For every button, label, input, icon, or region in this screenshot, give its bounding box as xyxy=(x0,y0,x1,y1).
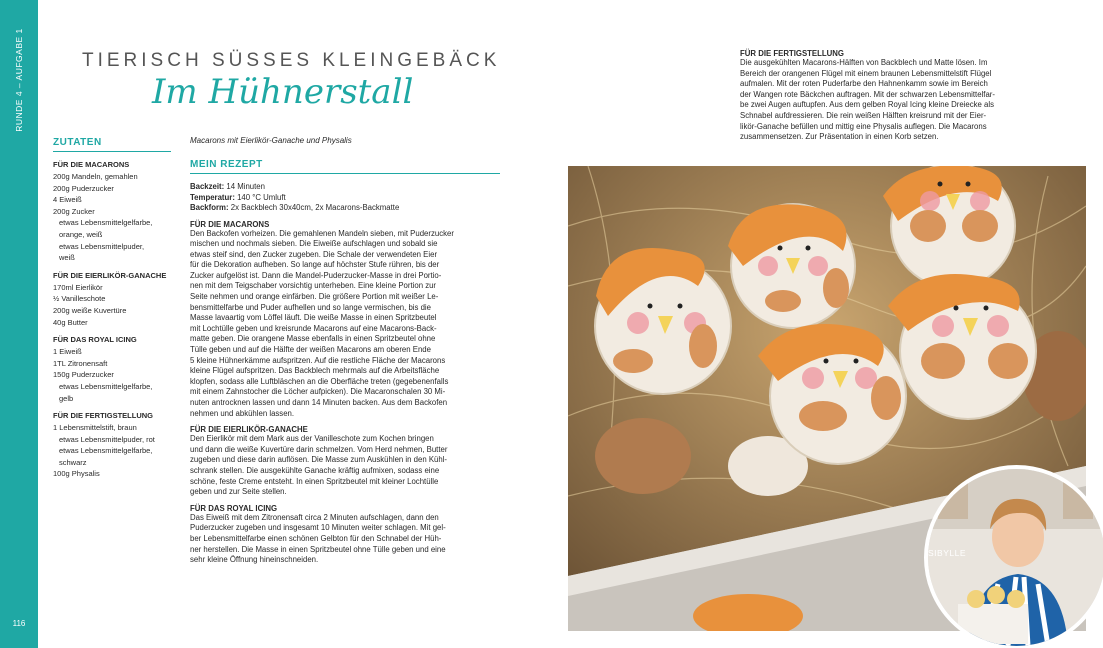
step-line: Den Eierlikör mit dem Mark aus der Vanilleschote zum Kochen bringen xyxy=(190,434,434,444)
meta-label: Temperatur: xyxy=(190,192,235,202)
step-line: zugeben und diese darin auflösen. Die Masse zum Auskühlen in den Kühl- xyxy=(190,455,448,465)
ingredient-group xyxy=(53,335,171,404)
ingredient-group-title: FÜR DIE MACARONS xyxy=(53,160,130,169)
finishing-line: Schnabel aufdressieren. Die rein weißen Hälften kreisrund mit der Eier- xyxy=(740,110,987,120)
ingredient-item: ½ Vanilleschote xyxy=(53,294,106,304)
step-line: mit einem Zahnstocher die Löcher aufpicken). Die Macaronschalen 30 Mi- xyxy=(190,387,446,397)
meta-value: 14 Minuten xyxy=(224,182,265,191)
step-text xyxy=(190,434,500,498)
step-line: ner herstellen. Die Masse in einen Spritzbeutel ohne Tülle geben und eine xyxy=(190,544,446,554)
finishing-line: be zwei Augen auftupfen. Aus dem gelben Royal Icing kleine Dreiecke als xyxy=(740,100,994,110)
meta-value: 2x Backblech 30x40cm, 2x Macarons-Backmatte xyxy=(228,203,400,212)
step-line: Masse lavaartig vom Löffel läuft. Die weiße Masse in einen Spritzbeutel xyxy=(190,313,437,323)
meta-value: 140 °C Umluft xyxy=(234,192,286,202)
script-title: Im Hühnerstall xyxy=(152,72,414,112)
sidebar xyxy=(0,0,38,648)
ingredient-item: 1 Lebensmittelstift, braun xyxy=(53,423,137,433)
recipe-column xyxy=(190,136,500,566)
ingredient-item: etwas Lebensmittelgelfarbe, xyxy=(59,381,153,391)
step-line: mischen und nochmals sieben. Die Eiweiße aufschlagen und sobald sie xyxy=(190,239,438,249)
step-line: geben und zur Seite stellen. xyxy=(190,487,287,497)
finishing-line: aufmalen. Mit der roten Puderfarbe den Hahnenkamm sowie im Bereich xyxy=(740,79,988,89)
recipe-meta-line xyxy=(190,182,500,193)
ingredient-item: 150g Puderzucker xyxy=(53,370,114,380)
step-line: nen mit dem Teigschaber vorsichtig unterheben. Eine kleine Portion zur xyxy=(190,281,437,291)
step-line: sehr kleine Öffnung hineinschneiden. xyxy=(190,555,319,565)
finishing-title: FÜR DIE FERTIGSTELLUNG xyxy=(740,49,844,58)
ingredient-group xyxy=(53,411,171,480)
ingredient-item: 1 Eiweiß xyxy=(53,347,82,357)
step-line: ber Lebensmittelfarbe einen schönen Gelbton für den Schnabel der Hüh- xyxy=(190,533,442,543)
ingredient-item: etwas Lebensmittelpuder, rot xyxy=(59,434,155,444)
step-line: und dann die weiße Kuvertüre darin schmelzen. Vom Herd nehmen, Butter xyxy=(190,444,448,454)
page-title: TIERISCH SÜSSES KLEINGEBÄCK xyxy=(82,50,501,71)
ingredient-item: 200g Puderzucker xyxy=(53,183,114,193)
recipe-meta-line xyxy=(190,203,500,214)
step-line: mit Lochtülle geben und kreisrunde Macarons auf eine Macarons-Back- xyxy=(190,323,437,333)
step-line: Seite nehmen und orange einfärben. Die größere Portion mit weißer Le- xyxy=(190,292,439,302)
ingredient-group-title: FÜR DIE EIERLIKÖR-GANACHE xyxy=(53,270,167,280)
finishing-line: Die ausgekühlten Macarons-Hälften von Backblech und Matte lösen. Im xyxy=(740,58,988,67)
ingredient-item: etwas Lebensmittelpuder, xyxy=(59,241,145,251)
page-number: 116 xyxy=(12,619,26,628)
ingredient-item: weiß xyxy=(59,253,75,263)
ingredient-group xyxy=(53,271,171,328)
recipe-subtitle: Macarons mit Eierlikör-Ganache und Physalis xyxy=(190,136,352,145)
ingredient-item: 4 Eiweiß xyxy=(53,195,82,205)
ingredient-groups xyxy=(53,160,171,480)
step-line: Zucker aufgelöst ist. Dann die Mandel-Puderzucker-Masse in drei Portio- xyxy=(190,270,442,280)
recipe-steps xyxy=(190,220,500,566)
step-line: etwas steif sind, den Zucker zugeben. Die Schale der verwendeten Eier xyxy=(190,249,438,259)
step-line: kleine Flügel aufspritzen. Das Backblech mehrmals auf die Arbeitsfläche xyxy=(190,366,440,376)
finishing-text xyxy=(740,58,1060,143)
finishing-line: der Wangen rote Bäckchen auftragen. Mit der schwarzen Lebensmittelfar- xyxy=(740,89,995,99)
step-line: schöne, feste Creme entsteht. In einen Spritzbeutel mit kleiner Lochtülle xyxy=(190,476,439,486)
ingredients-heading: ZUTATEN xyxy=(53,137,171,152)
ingredient-group-title: FÜR DIE FERTIGSTELLUNG xyxy=(53,411,153,421)
ingredient-group xyxy=(53,160,171,264)
step-line: Das Eiweiß mit dem Zitronensaft circa 2 Minuten aufschlagen, dann den xyxy=(190,512,439,522)
step-line: für die Dekoration aufheben. So lange auf höchster Stufe rühren, bis der xyxy=(190,260,440,270)
step-line: 5 kleine Hühnerkämme aufspritzen. Auf die restliche Fläche der Macarons xyxy=(190,355,446,365)
recipe-meta-line xyxy=(190,193,500,204)
step-title: FÜR DIE MACARONS xyxy=(190,219,270,229)
finishing-column xyxy=(740,49,1060,143)
ingredient-item: etwas Lebensmittelgelfarbe, xyxy=(59,446,153,456)
step-text xyxy=(190,513,500,566)
recipe-meta xyxy=(190,182,500,214)
step-text xyxy=(190,229,500,420)
step-line: nehmen und abkühlen lassen. xyxy=(190,408,295,418)
ingredient-item: 1TL Zitronensaft xyxy=(53,358,108,368)
step-line: Puderzucker zugeben und insgesamt 10 Minuten weiter schlagen. Mit gel- xyxy=(190,523,446,533)
step-line: nuten antrocknen lassen und dann 14 Minuten backen. Aus dem Backofen xyxy=(190,398,448,407)
step-line: matte geben. Die orangene Masse ebenfalls in einen Spritzbeutel ohne xyxy=(190,334,436,344)
ingredient-item: etwas Lebensmittelgelfarbe, xyxy=(59,218,153,228)
step-title: FÜR DIE EIERLIKÖR-GANACHE xyxy=(190,425,308,435)
ingredient-item: 200g Zucker xyxy=(53,206,95,216)
step-line: bensmittelfarbe und Puder aufhellen und so lange vermischen, bis die xyxy=(190,302,431,312)
ingredient-item: 100g Physalis xyxy=(53,469,100,479)
step-title: FÜR DAS ROYAL ICING xyxy=(190,503,278,513)
step-line: schrank stellen. Die ausgekühlte Ganache kräftig aufmixen, sodass eine xyxy=(190,465,440,475)
ingredient-group-title: FÜR DAS ROYAL ICING xyxy=(53,335,137,345)
ingredient-item: 40g Butter xyxy=(53,317,88,327)
ingredient-item: 170ml Eierlikör xyxy=(53,282,103,292)
recipe-heading: MEIN REZEPT xyxy=(190,159,500,174)
finishing-line: Bereich der orangenen Flügel mit einem braunen Lebensmittelstift Flügel xyxy=(740,68,992,78)
ingredient-item: gelb xyxy=(59,393,74,403)
ingredient-item: 200g weiße Kuvertüre xyxy=(53,305,127,315)
ingredients-column xyxy=(53,137,171,487)
finishing-line: likör-Ganache befüllen und mittig eine Physalis auflegen. Die Macarons xyxy=(740,121,987,131)
ingredient-item: 200g Mandeln, gemahlen xyxy=(53,172,138,181)
ingredient-item: orange, weiß xyxy=(59,229,103,239)
photo-caption: SIBYLLE xyxy=(928,548,966,558)
meta-label: Backform: xyxy=(190,203,229,212)
step-line: klopfen, sodass alle Luftbläschen an die Oberfläche treten (gegebenenfalls xyxy=(190,376,449,386)
meta-label: Backzeit: xyxy=(190,182,225,191)
step-line: Tülle geben und auf die Hälfte der weißen Macarons am oberen Ende xyxy=(190,345,431,355)
step-line: Den Backofen vorheizen. Die gemahlenen Mandeln sieben, mit Puderzucker xyxy=(190,228,454,238)
finishing-line: zusammensetzen. Zur Präsentation in einen Korb setzen. xyxy=(740,132,939,142)
chapter-label: RUNDE 4 – AUFGABE 1 xyxy=(14,28,24,132)
ingredient-item: schwarz xyxy=(59,457,87,467)
